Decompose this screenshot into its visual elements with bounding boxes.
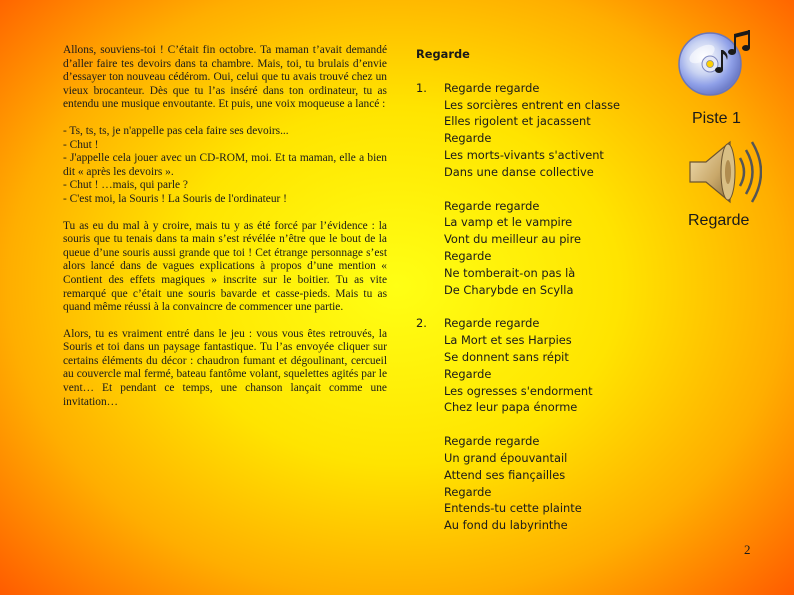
track-label: Piste 1 [692, 110, 741, 127]
song-lyrics [416, 46, 656, 551]
lyric-line: Les sorcières entrent en classe [444, 97, 621, 112]
story-paragraph-3: Tu as eu du mal à y croire, mais tu y as été forcé par l’évidence : la souris que tu tenais dans ta main s’est révélée n’être que le bout de la queue d’une souris aussi grande que toi ! Cet étrange personnage s’est alors lancé dans de vagues explications à propos d’une mention « Contient des effets magiques » inscrite sur le boitier. Tu as vite remarqué que c’était une souris bavarde et casse-pieds. Mais tu as quand même réussi à la convaincre de commencer une partie. [63, 219, 387, 314]
dialogue-line: - Ts, ts, ts, je n'appelle pas cela faire ses devoirs... [63, 124, 289, 137]
lyric-line: Se donnent sans répit [444, 349, 569, 364]
lyric-line: Ne tomberait-on pas là [444, 265, 576, 280]
dialogue-line: - J'appelle cela jouer avec un CD-ROM, moi. Et ta maman, elle a bien dit « après les devoirs ». [63, 152, 387, 178]
lyric-line: Regarde [444, 131, 492, 146]
lyric-line: La vamp et le vampire [444, 215, 573, 230]
lyric-line: Entends-tu cette plainte [444, 501, 582, 516]
lyric-line: Regarde [444, 248, 492, 263]
dialogue-line: - C'est moi, la Souris ! La Souris de l'ordinateur ! [63, 192, 287, 205]
lyric-line: Les ogresses s'endorment [444, 383, 593, 398]
lyric-line: Vont du meilleur au pire [444, 232, 582, 247]
stanza [416, 433, 656, 534]
stanza-number: 2. [416, 316, 427, 331]
lyric-line: Regarde [444, 484, 492, 499]
song-label: Regarde [688, 212, 750, 229]
lyric-line: Regarde [444, 366, 492, 381]
story-text [63, 44, 387, 422]
lyric-line: Regarde regarde [444, 316, 540, 331]
lyric-line: Les morts-vivants s'activent [444, 147, 604, 162]
lyric-line: Elles rigolent et jacassent [444, 114, 591, 129]
dialogue-line: - Chut ! …mais, qui parle ? [63, 179, 188, 192]
stanza [416, 315, 656, 416]
music-cd-icon[interactable] [676, 28, 760, 98]
lyric-line: La Mort et ses Harpies [444, 333, 572, 348]
story-paragraph-4: Alors, tu es vraiment entré dans le jeu : vous vous êtes retrouvés, la Souris et toi dans un paysage fantastique. Tu l’as envoyée cliquer sur certains éléments du décor : chaudron fumant et dégoulinant, cercueil au couvercle mal fermé, bateau fantôme volant, squelettes agités par le vent… Et pendant ce temps, une chanson lançait comme une invitation… [63, 327, 387, 408]
story-paragraph-1: Allons, souviens-toi ! C’était fin octobre. Ta maman t’avait demandé d’aller faire tes devoirs dans ta chambre. Mais, toi, tu brulais d’envie d’essayer ton nouveau cédérom. Oui, celui que tu avais trouvé chez un vieux brocanteur. Dès que tu l’as inséré dans ton ordinateur, tu as entendu une musique envoutante. Et puis, une voix moqueuse a lancé : [63, 44, 387, 111]
lyric-line: Au fond du labyrinthe [444, 518, 568, 533]
speaker-icon[interactable] [680, 138, 762, 206]
song-title: Regarde [416, 47, 470, 61]
stanza [416, 198, 656, 299]
dialogue-block [63, 125, 387, 207]
lyric-line: Regarde regarde [444, 80, 540, 95]
lyric-line: De Charybde en Scylla [444, 282, 574, 297]
dialogue-line: - Chut ! [63, 138, 99, 151]
lyric-line: Dans une danse collective [444, 164, 594, 179]
lyric-line: Chez leur papa énorme [444, 400, 578, 415]
lyric-line: Un grand épouvantail [444, 450, 568, 465]
page-number: 2 [744, 542, 751, 557]
lyric-line: Regarde regarde [444, 434, 540, 449]
lyric-line: Attend ses fiançailles [444, 467, 566, 482]
stanza-number: 1. [416, 80, 427, 95]
stanza [416, 80, 656, 181]
lyric-line: Regarde regarde [444, 198, 540, 213]
